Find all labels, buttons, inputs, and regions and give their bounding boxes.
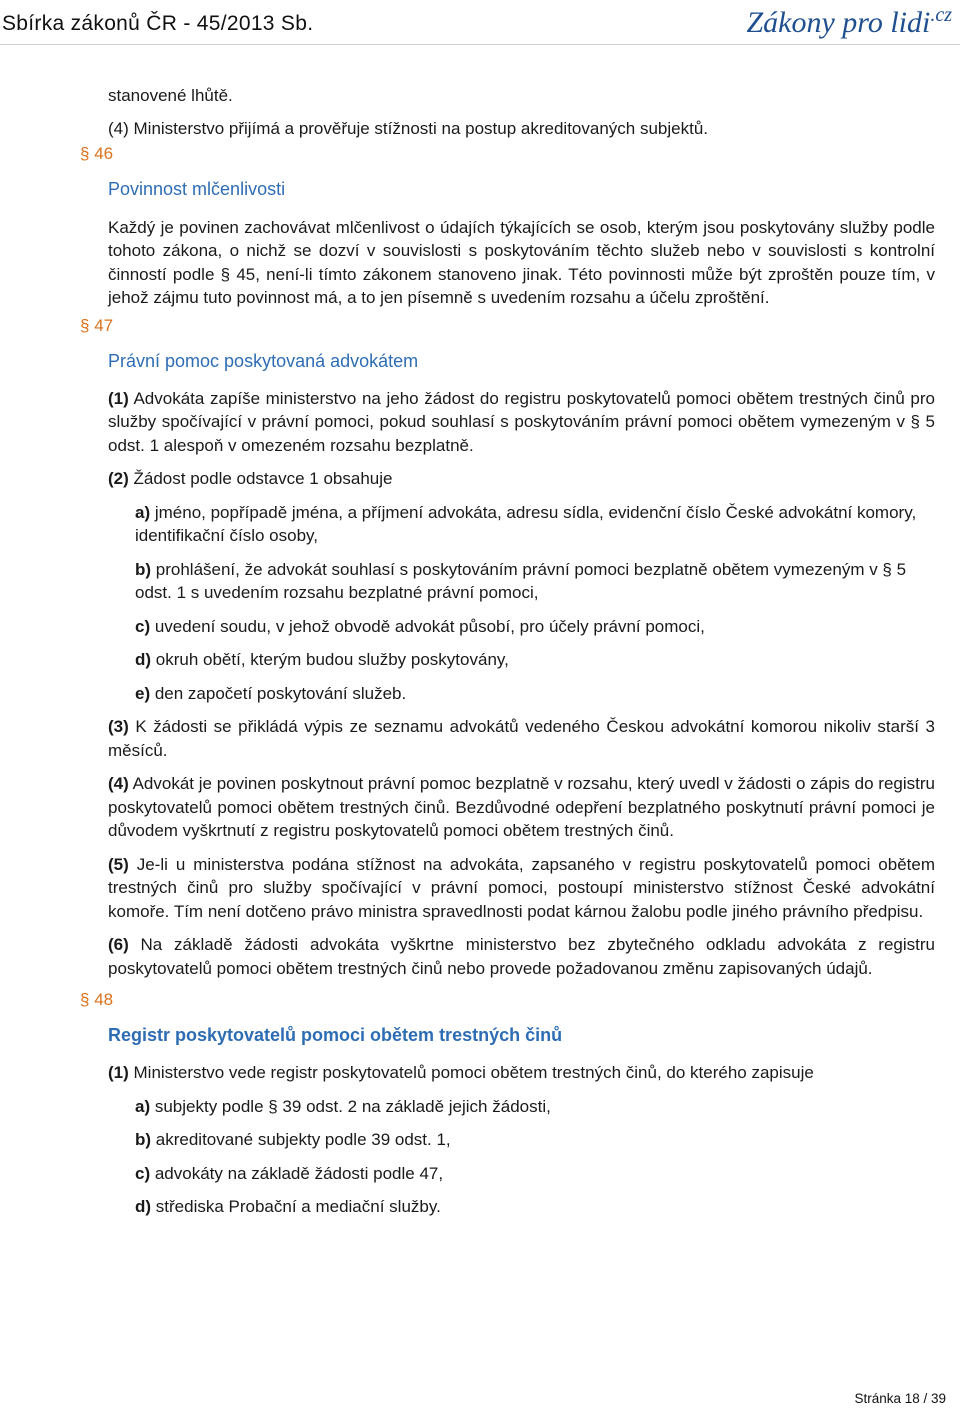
paragraph-prev-4: (4) Ministerstvo přijímá a prověřuje stížnosti na postup akreditovaných subjektů.: [108, 119, 708, 138]
section-47-number[interactable]: § 47: [80, 315, 114, 335]
site-logo[interactable]: [746, 4, 952, 40]
section-48-title: Registr poskytovatelů pomoci obětem trestných činů: [108, 1025, 563, 1045]
list-item: b) akreditované subjekty podle 39 odst. 1,: [135, 1130, 451, 1149]
section-47-paragraph-6: (6) Na základě žádosti advokáta vyškrtne ministerstvo bez zbytečného odkladu advokáta z registru poskytovatelů pomoci obětem trestných činů nebo provede požadovanou změnu zapisovaných údajů.: [108, 935, 935, 978]
section-46-text: Každý je povinen zachovávat mlčenlivost o údajích týkajících se osob, kterým jsou poskytovány služby podle tohoto zákona, o nichž se dozví v souvislosti s poskytováním těchto služeb nebo v souvislosti s kontrolní činností podle § 45, není-li tímto zákonem stanoveno jinak. Této povinnosti může být zproštěn pouze tím, v jehož zájmu tuto povinnost má, a to jen písemně s uvedením rozsahu a účelu zproštění.: [108, 217, 935, 307]
list-item: c) advokáty na základě žádosti podle 47,: [135, 1163, 444, 1183]
document-title: Sbírka zákonů ČR - 45/2013 Sb.: [2, 12, 314, 35]
list-item: b) prohlášení, že advokát souhlasí s poskytováním právní pomoci bezplatně obětem vymezeným v § 5 odst. 1 s uvedením rozsahu bezplatné právní pomoci,: [135, 559, 907, 602]
section-sign-icon: §: [80, 315, 90, 335]
section-47-paragraph-2: (2) Žádost podle odstavce 1 obsahuje: [108, 469, 393, 488]
section-47-title: Právní pomoc poskytovaná advokátem: [108, 350, 419, 371]
list-item: d) okruh obětí, kterým budou služby poskytovány,: [135, 650, 509, 669]
list-item: a) subjekty podle § 39 odst. 2 na základě jejich žádosti,: [135, 1096, 551, 1116]
section-47-paragraph-4: (4) Advokát je povinen poskytnout právní pomoc bezplatně v rozsahu, který uvedl v žádosti o zápis do registru poskytovatelů pomoci obětem trestných činů. Bezdůvodné odepření bezplatného poskytnutí právní pomoci je důvodem vyškrtnutí z registru poskytovatelů pomoci obětem trestných činů.: [108, 774, 935, 840]
page-header: [0, 0, 960, 45]
logo-text: Zákony pro lidi: [746, 6, 931, 39]
section-47-paragraph-1: (1) Advokáta zapíše ministerstvo na jeho žádost do registru poskytovatelů pomoci obětem trestných činů pro služby spočívající v právní pomoci, pokud souhlasí s poskytováním právní pomoci obětem vymezeným v § 5 odst. 1 alespoň v omezeném rozsahu bezplatně.: [108, 388, 935, 455]
section-46-number[interactable]: § 46: [80, 143, 114, 163]
list-item: d) střediska Probační a mediační služby.: [135, 1197, 441, 1216]
document-body: [0, 84, 960, 1219]
logo-tld: .cz: [930, 4, 952, 26]
section-sign-icon: §: [80, 143, 90, 163]
section-sign-icon: §: [80, 990, 90, 1009]
section-48-number[interactable]: § 48: [80, 990, 114, 1009]
list-item: c) uvedení soudu, v jehož obvodě advokát působí, pro účely právní pomoci,: [135, 616, 705, 636]
paragraph-prev-end: stanovené lhůtě.: [108, 86, 233, 105]
page-number: Stránka 18 / 39: [854, 1391, 946, 1406]
list-item: a) jméno, popřípadě jména, a příjmení advokáta, adresu sídla, evidenční číslo České advokátní komory, identifikační číslo osoby,: [135, 502, 917, 545]
section-47-paragraph-5: (5) Je-li u ministerstva podána stížnost na advokáta, zapsaného v registru poskytovatelů pomoci obětem trestných činů pro služby spočívající v právní pomoci, postoupí ministerstvo stížnost České advokátní komoře. Tím není dotčeno právo ministra spravedlnosti podat kárnou žalobu podle jiného právního předpisu.: [108, 854, 935, 921]
section-47-paragraph-3: (3) K žádosti se přikládá výpis ze seznamu advokátů vedeného Českou advokátní komorou nikoliv starší 3 měsíců.: [108, 717, 935, 760]
section-46-title: Povinnost mlčenlivosti: [108, 178, 286, 199]
section-48-paragraph-1: (1) Ministerstvo vede registr poskytovatelů pomoci obětem trestných činů, do kterého zapisuje: [108, 1063, 814, 1082]
list-item: e) den započetí poskytování služeb.: [135, 683, 407, 703]
